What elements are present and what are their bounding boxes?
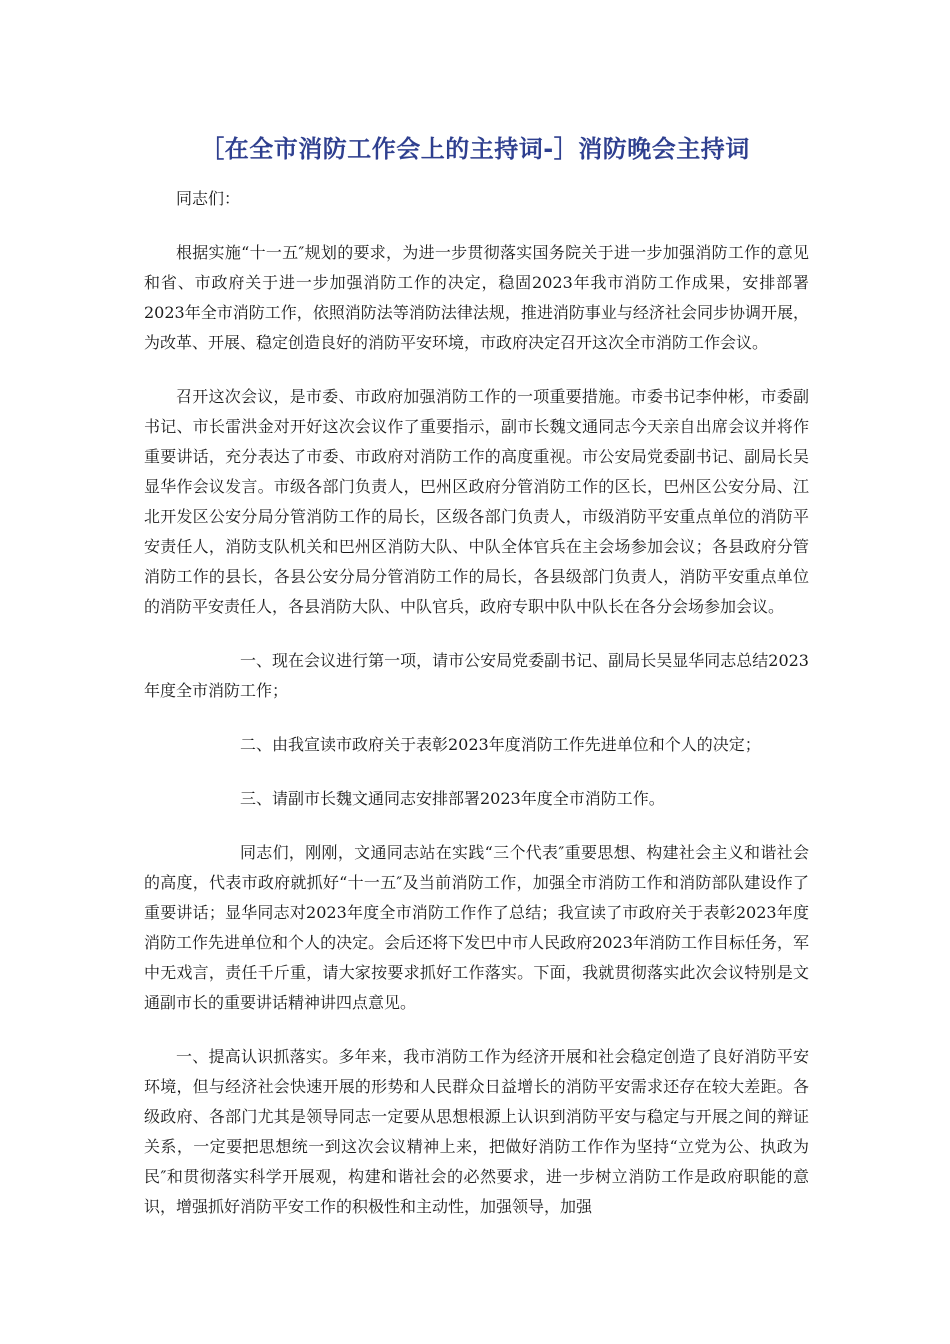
paragraph-2: 召开这次会议，是市委、市政府加强消防工作的一项重要措施。市委书记李仲彬，市委副书记、市长雷洪金对开好这次会议作了重要指示，副市长魏文通同志今天亲自出席会议并将作重要讲话，充分表达了市委、市政府对消防工作的高度重视。市公安局党委副书记、副局长吴显华作会议发言。市级各部门负责人，巴州区政府分管消防工作的区长，巴州区公安分局、江北开发区公安分局分管消防工作的局长，区级各部门负责人，市级消防平安重点单位的消防平安责任人，消防支队机关和巴州区消防大队、中队全体官兵在主会场参加会议；各县政府分管消防工作的县长，各县公安分局分管消防工作的局长，各县级部门负责人，消防平安重点单位的消防平安责任人，各县消防大队、中队官兵，政府专职中队中队长在各分会场参加会议。: [144, 387, 809, 616]
agenda-item-2: 二、由我宣读市政府关于表彰2023年度消防工作先进单位和个人的决定；: [240, 735, 761, 754]
paragraph-4: 一、提高认识抓落实。多年来，我市消防工作为经济开展和社会稳定创造了良好消防平安环境，但与经济社会快速开展的形势和人民群众日益增长的消防平安需求还存在较大差距。各级政府、各部门尤其是领导同志一定要从思想根源上认识到消防平安与稳定与开展之间的辩证关系，一定要把思想统一到这次会议精神上来，把做好消防工作作为坚持“立党为公、执政为民″和贯彻落实科学开展观，构建和谐社会的必然要求，进一步树立消防工作是政府职能的意识，增强抓好消防平安工作的积极性和主动性，加强领导，加强: [144, 1047, 809, 1216]
agenda-item-3: 三、请副市长魏文通同志安排部署2023年度全市消防工作。: [240, 789, 665, 808]
paragraph-1: 根据实施“十一五″规划的要求，为进一步贯彻落实国务院关于进一步加强消防工作的意见和省、市政府关于进一步加强消防工作的决定，稳固2023年我市消防工作成果，安排部署2023年全市消防工作，依照消防法等消防法律法规，推进消防事业与经济社会同步协调开展，为改革、开展、稳定创造良好的消防平安环境，市政府决定召开这次全市消防工作会议。: [144, 243, 809, 352]
paragraph-3: 同志们，刚刚，文通同志站在实践“三个代表″重要思想、构建社会主义和谐社会的高度，代表市政府就抓好“十一五″及当前消防工作，加强全市消防工作和消防部队建设作了重要讲话；显华同志对2023年度全市消防工作作了总结；我宣读了市政府关于表彰2023年度消防工作先进单位和个人的决定。会后还将下发巴中市人民政府2023年消防工作目标任务，军中无戏言，责任千斤重，请大家按要求抓好工作落实。下面，我就贯彻落实此次会议特别是文通副市长的重要讲话精神讲四点意见。: [144, 843, 809, 1012]
greeting: 同志们：: [176, 189, 241, 208]
document-title: ［在全市消防工作会上的主持词-］消防晚会主持词: [200, 135, 750, 163]
agenda-item-1: 一、现在会议进行第一项，请市公安局党委副书记、副局长吴显华同志总结2023年度全市消防工作；: [144, 651, 809, 700]
document-body: [144, 184, 809, 1222]
